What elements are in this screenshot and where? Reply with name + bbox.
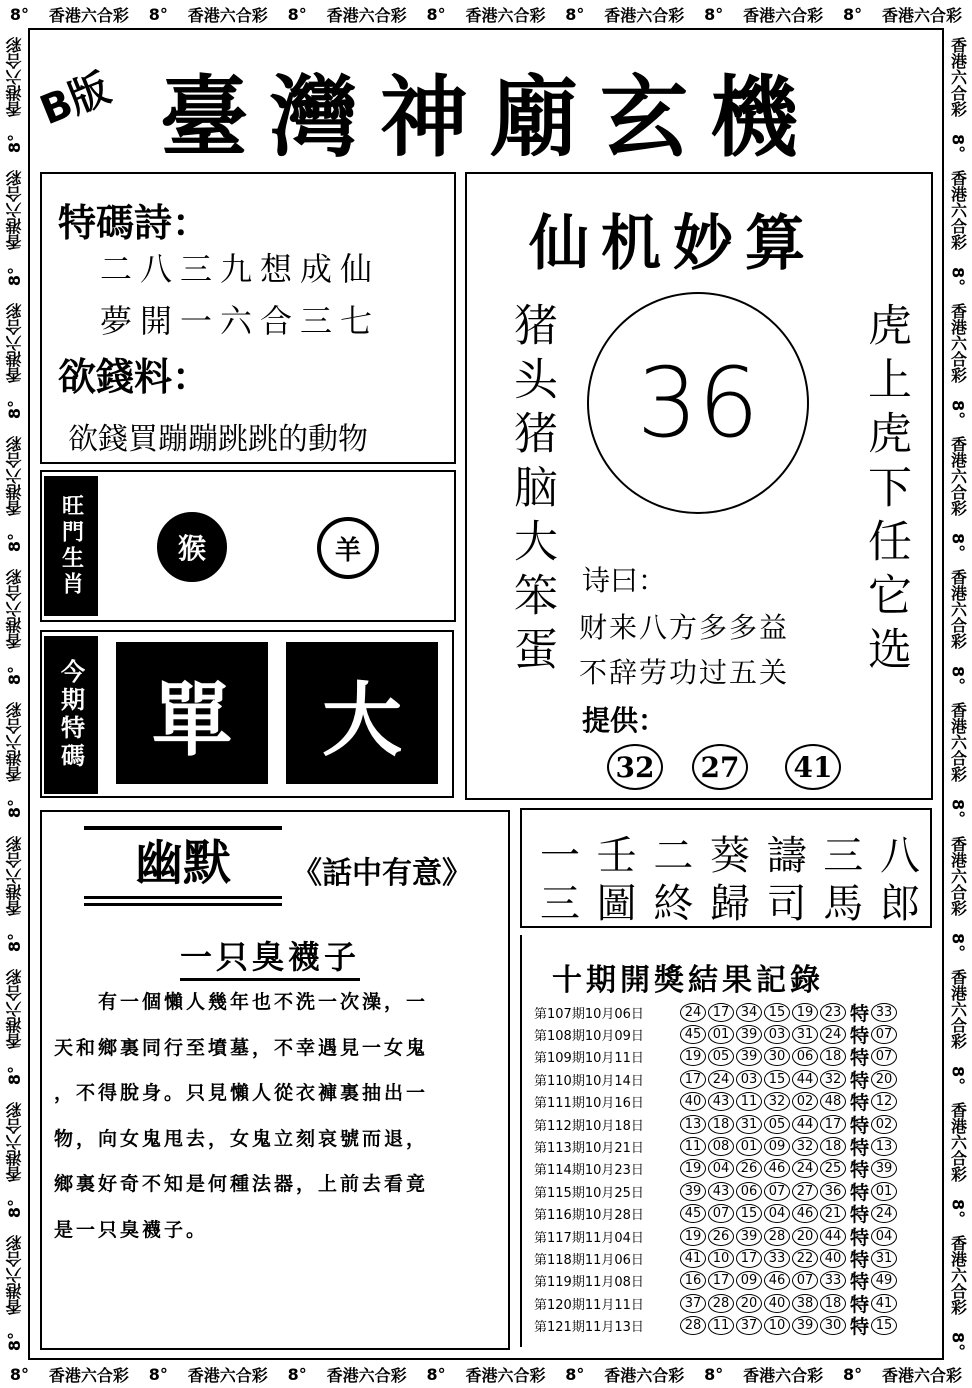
result-row xyxy=(534,1135,899,1160)
border-sep: 8° xyxy=(4,1065,24,1085)
number-ball: 17 xyxy=(736,1249,762,1268)
number-ball: 06 xyxy=(736,1182,762,1201)
border-text: 香港六合彩 xyxy=(948,36,968,117)
number-ball: 15 xyxy=(764,1070,790,1089)
number-ball: 39 xyxy=(736,1025,762,1044)
border-sep: 8° xyxy=(426,4,446,24)
eight-char: 司 xyxy=(766,881,807,927)
story-line: 鄉裏好奇不知是何種法器，上前去看竟 xyxy=(54,1173,429,1195)
number-ball: 39 xyxy=(792,1316,818,1335)
draw-date: 第119期11月08日 xyxy=(534,1275,644,1291)
border-sep: 8° xyxy=(948,266,968,286)
eight-char: 譸 xyxy=(766,833,807,879)
special-ball: 07 xyxy=(871,1047,897,1066)
riddle-label: 欲錢料： xyxy=(58,354,211,399)
border-left xyxy=(0,28,28,1360)
number-ball: 45 xyxy=(680,1204,706,1223)
number-ball: 11 xyxy=(708,1316,734,1335)
number-ball: 19 xyxy=(792,1003,818,1022)
border-sep: 8° xyxy=(948,1065,968,1085)
eight-char: 圖 xyxy=(596,881,637,927)
number-ball: 17 xyxy=(680,1070,706,1089)
border-text: 香港六合彩 xyxy=(4,36,24,117)
number-ball: 31 xyxy=(736,1115,762,1134)
story-line: 有一個懶人幾年也不洗一次澡，一 xyxy=(54,991,429,1013)
zodiac-monkey: 猴 xyxy=(157,512,227,582)
special-big: 大 xyxy=(286,642,438,784)
poem-label: 诗曰： xyxy=(582,564,667,597)
border-sep: 8° xyxy=(948,799,968,819)
border-text: 香港六合彩 xyxy=(187,5,268,25)
special-label: 特 xyxy=(850,1159,870,1182)
border-text: 香港六合彩 xyxy=(465,1365,546,1385)
result-row xyxy=(534,1314,899,1339)
provide-number: 41 xyxy=(785,744,841,790)
number-ball: 32 xyxy=(764,1092,790,1111)
eight-char: 歸 xyxy=(709,881,750,927)
border-sep: 8° xyxy=(287,1364,307,1384)
number-ball: 39 xyxy=(736,1047,762,1066)
draw-date: 第112期10月18日 xyxy=(534,1118,644,1134)
number-ball: 44 xyxy=(792,1070,818,1089)
number-ball: 19 xyxy=(680,1047,706,1066)
number-ball: 34 xyxy=(736,1003,762,1022)
number-ball: 43 xyxy=(708,1182,734,1201)
number-ball: 24 xyxy=(680,1003,706,1022)
number-ball: 37 xyxy=(736,1316,762,1335)
number-ball: 26 xyxy=(736,1159,762,1178)
draw-date: 第120期11月11日 xyxy=(534,1297,644,1313)
result-row xyxy=(534,1046,899,1068)
poem-line-1: 财来八方多多益 xyxy=(579,611,790,644)
border-text: 香港六合彩 xyxy=(948,436,968,517)
number-ball: 05 xyxy=(708,1047,734,1066)
number-ball: 28 xyxy=(680,1316,706,1335)
border-text: 香港六合彩 xyxy=(4,835,24,916)
border-text: 香港六合彩 xyxy=(948,1235,968,1316)
number-ball: 15 xyxy=(736,1204,762,1223)
story-text xyxy=(54,980,504,1253)
special-ball: 33 xyxy=(871,1003,897,1022)
story-line: 物，向女鬼甩去，女鬼立刻哀號而退， xyxy=(54,1127,429,1150)
result-row xyxy=(534,1247,899,1269)
number-ball: 10 xyxy=(764,1316,790,1335)
number-ball: 25 xyxy=(820,1159,846,1178)
number-ball: 11 xyxy=(736,1092,762,1111)
result-row xyxy=(534,1001,899,1023)
border-sep: 8° xyxy=(948,1332,968,1352)
border-right xyxy=(944,28,972,1360)
border-sep: 8° xyxy=(4,1198,24,1219)
special-ball: 02 xyxy=(871,1115,897,1134)
number-ball: 30 xyxy=(820,1316,846,1335)
special-ball: 01 xyxy=(871,1182,897,1201)
number-ball: 02 xyxy=(792,1092,818,1111)
number-ball: 23 xyxy=(820,1003,846,1022)
border-sep: 8° xyxy=(948,932,968,952)
special-ball: 31 xyxy=(871,1249,897,1268)
story-line: 天和鄉裏同行至墳墓，不幸遇見一女鬼 xyxy=(54,1036,429,1059)
number-ball: 27 xyxy=(792,1182,818,1201)
special-label: 特 xyxy=(850,1137,870,1160)
special-label: 特 xyxy=(850,1025,870,1048)
number-ball: 44 xyxy=(820,1227,846,1246)
border-sep: 8° xyxy=(948,1198,968,1219)
number-ball: 48 xyxy=(820,1092,846,1111)
number-ball: 44 xyxy=(792,1115,818,1134)
eight-char: 二 xyxy=(653,833,694,879)
border-sep: 8° xyxy=(4,932,24,952)
result-row xyxy=(534,1203,899,1225)
border-text: 香港六合彩 xyxy=(948,702,968,783)
draw-date: 第114期10月23日 xyxy=(534,1163,644,1179)
number-ball: 38 xyxy=(792,1294,818,1313)
number-ball: 07 xyxy=(792,1271,818,1290)
number-ball: 31 xyxy=(792,1025,818,1044)
number-ball: 45 xyxy=(680,1025,706,1044)
special-label: 特 xyxy=(850,1181,870,1204)
border-sep: 8° xyxy=(148,1364,168,1384)
border-text: 香港六合彩 xyxy=(4,968,24,1049)
border-sep: 8° xyxy=(426,1364,446,1384)
number-ball: 03 xyxy=(764,1025,790,1044)
number-ball: 43 xyxy=(708,1092,734,1111)
zodiac-goat: 羊 xyxy=(317,517,379,579)
number-ball: 28 xyxy=(708,1294,734,1313)
lucky-number: 36 xyxy=(587,292,809,514)
eight-char: 三 xyxy=(823,833,864,879)
number-ball: 46 xyxy=(792,1204,818,1223)
number-ball: 07 xyxy=(708,1204,734,1223)
draw-date: 第115期10月25日 xyxy=(534,1185,644,1201)
poem-box xyxy=(40,172,456,464)
number-ball: 33 xyxy=(820,1271,846,1290)
eight-char-box xyxy=(520,808,932,928)
number-ball: 04 xyxy=(708,1159,734,1178)
draw-date: 第111期10月16日 xyxy=(534,1096,644,1112)
xianji-right-verse: 虎上虎下任它选 xyxy=(860,302,911,680)
eight-char-row-2 xyxy=(540,872,920,929)
special-label: 特 xyxy=(850,1069,870,1092)
result-row xyxy=(534,1225,899,1247)
border-sep: 8° xyxy=(704,1364,724,1384)
border-text: 香港六合彩 xyxy=(881,5,962,25)
border-text: 香港六合彩 xyxy=(326,1365,407,1385)
border-sep: 8° xyxy=(948,133,968,153)
provide-label: 提供： xyxy=(582,704,667,737)
special-ball: 07 xyxy=(871,1025,897,1044)
border-text: 香港六合彩 xyxy=(743,1365,824,1385)
number-ball: 03 xyxy=(736,1070,762,1089)
result-row xyxy=(534,1091,899,1113)
number-ball: 46 xyxy=(764,1271,790,1290)
number-ball: 20 xyxy=(736,1294,762,1313)
results-title: 十期開獎結果記錄 xyxy=(552,963,824,998)
humor-title: 幽默 xyxy=(134,835,231,891)
draw-date: 第116期10月28日 xyxy=(534,1208,644,1224)
results-box xyxy=(520,935,932,1347)
border-text: 香港六合彩 xyxy=(4,569,24,650)
draw-date: 第121期11月13日 xyxy=(534,1320,644,1336)
riddle-text: 欲錢買蹦蹦跳跳的動物 xyxy=(68,422,368,457)
number-ball: 19 xyxy=(680,1227,706,1246)
special-ball: 04 xyxy=(871,1227,897,1246)
number-ball: 09 xyxy=(764,1137,790,1156)
special-label: 特 xyxy=(850,1226,870,1249)
eight-char: 一 xyxy=(540,833,580,879)
number-ball: 18 xyxy=(820,1294,846,1313)
special-ball: 15 xyxy=(871,1316,897,1335)
number-ball: 11 xyxy=(680,1137,706,1156)
xianji-box xyxy=(465,172,933,800)
border-text: 香港六合彩 xyxy=(465,5,546,25)
border-text: 香港六合彩 xyxy=(187,1365,268,1385)
special-ball: 13 xyxy=(871,1137,897,1156)
number-ball: 40 xyxy=(680,1092,706,1111)
number-ball: 06 xyxy=(792,1047,818,1066)
border-sep: 8° xyxy=(4,266,24,286)
border-top xyxy=(0,0,972,28)
border-sep: 8° xyxy=(948,533,968,553)
result-row xyxy=(534,1270,899,1292)
zodiac-box xyxy=(40,470,456,622)
number-ball: 40 xyxy=(820,1249,846,1268)
humor-subtitle: 《話中有意》 xyxy=(292,856,472,891)
number-ball: 17 xyxy=(708,1271,734,1290)
provide-number: 32 xyxy=(607,744,663,790)
special-label: 特 xyxy=(850,1204,870,1227)
poem-line-1: 二八三九想成仙 xyxy=(100,250,381,288)
number-ball: 30 xyxy=(764,1047,790,1066)
border-text: 香港六合彩 xyxy=(881,1365,962,1385)
border-text: 香港六合彩 xyxy=(604,1365,685,1385)
provide-number: 27 xyxy=(692,744,748,790)
border-text: 香港六合彩 xyxy=(948,835,968,916)
number-ball: 46 xyxy=(764,1159,790,1178)
special-label: 特 xyxy=(850,1316,870,1339)
result-row xyxy=(534,1180,899,1202)
border-sep: 8° xyxy=(148,4,168,24)
eight-char: 壬 xyxy=(596,833,637,879)
special-label: 特 xyxy=(850,1249,870,1271)
border-sep: 8° xyxy=(842,1364,863,1384)
special-label: 特 xyxy=(850,1047,870,1070)
border-sep: 8° xyxy=(4,133,24,153)
poem-line-2: 不辞劳功过五关 xyxy=(579,656,790,689)
border-text: 香港六合彩 xyxy=(4,702,24,783)
number-ball: 17 xyxy=(820,1115,846,1134)
border-text: 香港六合彩 xyxy=(948,1101,968,1182)
story-line: ，不得脫身。只見懶人從衣褲裏抽出一 xyxy=(54,1082,429,1104)
xianji-title: 仙机妙算 xyxy=(529,209,817,279)
border-text: 香港六合彩 xyxy=(948,569,968,650)
draw-date: 第110期10月14日 xyxy=(534,1073,644,1089)
number-ball: 18 xyxy=(820,1137,846,1156)
border-text: 香港六合彩 xyxy=(4,1101,24,1182)
result-row xyxy=(534,1113,899,1135)
eight-char: 郎 xyxy=(879,881,920,927)
draw-date: 第107期10月06日 xyxy=(534,1006,644,1022)
border-sep: 8° xyxy=(9,1364,30,1384)
result-row xyxy=(534,1068,899,1090)
special-ball: 12 xyxy=(871,1092,897,1111)
number-ball: 21 xyxy=(820,1204,846,1223)
number-ball: 33 xyxy=(764,1249,790,1268)
draw-date: 第118期11月06日 xyxy=(534,1252,644,1268)
number-ball: 20 xyxy=(792,1227,818,1246)
number-ball: 22 xyxy=(792,1249,818,1268)
special-label: 特 xyxy=(850,1002,870,1025)
results-table xyxy=(534,1001,899,1337)
border-sep: 8° xyxy=(948,666,968,686)
number-ball: 13 xyxy=(680,1115,706,1134)
xianji-left-verse: 猪头猪脑大笨蛋 xyxy=(506,302,557,680)
number-ball: 17 xyxy=(708,1003,734,1022)
result-row xyxy=(534,1158,899,1180)
number-ball: 24 xyxy=(792,1159,818,1178)
number-ball: 39 xyxy=(736,1227,762,1246)
border-text: 香港六合彩 xyxy=(948,302,968,383)
number-ball: 32 xyxy=(792,1137,818,1156)
number-ball: 01 xyxy=(736,1137,762,1156)
border-text: 香港六合彩 xyxy=(4,302,24,383)
number-ball: 37 xyxy=(680,1294,706,1313)
border-sep: 8° xyxy=(287,4,307,24)
border-bottom xyxy=(0,1360,972,1388)
number-ball: 19 xyxy=(680,1159,706,1178)
border-sep: 8° xyxy=(704,4,724,24)
number-ball: 04 xyxy=(764,1204,790,1223)
border-text: 香港六合彩 xyxy=(4,436,24,517)
special-ball: 49 xyxy=(871,1271,897,1290)
draw-date: 第117期11月04日 xyxy=(534,1230,644,1246)
special-ball: 24 xyxy=(871,1204,897,1223)
border-text: 香港六合彩 xyxy=(743,5,824,25)
number-ball: 26 xyxy=(708,1227,734,1246)
page-title: 臺灣神廟玄機 xyxy=(160,66,821,169)
border-sep: 8° xyxy=(4,666,24,686)
number-ball: 28 xyxy=(764,1227,790,1246)
border-sep: 8° xyxy=(4,1332,24,1352)
story-title: 一只臭襪子 xyxy=(180,932,360,981)
special-label: 特 xyxy=(850,1114,870,1137)
number-ball: 39 xyxy=(680,1182,706,1201)
border-sep: 8° xyxy=(9,4,30,24)
special-odd: 單 xyxy=(116,642,268,784)
eight-char: 八 xyxy=(879,833,920,879)
special-label: 特 xyxy=(850,1293,870,1316)
border-sep: 8° xyxy=(948,399,968,419)
border-text: 香港六合彩 xyxy=(48,1365,129,1385)
draw-date: 第113期10月21日 xyxy=(534,1141,644,1157)
number-ball: 32 xyxy=(820,1070,846,1089)
result-row xyxy=(534,1023,899,1048)
number-ball: 18 xyxy=(820,1047,846,1066)
border-sep: 8° xyxy=(4,533,24,553)
eight-char: 三 xyxy=(540,881,580,927)
eight-char: 終 xyxy=(653,881,694,927)
special-label: 特 xyxy=(850,1092,870,1115)
number-ball: 15 xyxy=(764,1003,790,1022)
number-ball: 41 xyxy=(680,1249,706,1268)
special-label: 特 xyxy=(850,1271,870,1294)
border-text: 香港六合彩 xyxy=(948,968,968,1049)
humor-title-frame xyxy=(84,826,282,906)
border-text: 香港六合彩 xyxy=(4,1235,24,1316)
special-label: 今期特碼 xyxy=(44,636,98,794)
poem-line-2: 夢開一六合三七 xyxy=(100,302,381,340)
number-ball: 24 xyxy=(708,1070,734,1089)
poem-label: 特碼詩： xyxy=(58,200,211,245)
number-ball: 07 xyxy=(764,1182,790,1201)
border-sep: 8° xyxy=(4,399,24,419)
number-ball: 16 xyxy=(680,1271,706,1290)
border-sep: 8° xyxy=(565,1364,585,1384)
humor-box xyxy=(40,810,510,1350)
special-box xyxy=(40,630,454,798)
number-ball: 01 xyxy=(708,1025,734,1044)
result-row xyxy=(534,1292,899,1314)
edition-badge: B版 xyxy=(33,65,117,135)
special-ball: 20 xyxy=(871,1070,897,1089)
number-ball: 10 xyxy=(708,1249,734,1268)
story-line: 是一只臭襪子。 xyxy=(54,1218,209,1241)
border-text: 香港六合彩 xyxy=(326,5,407,25)
eight-char: 馬 xyxy=(823,881,864,927)
border-sep: 8° xyxy=(4,799,24,819)
number-ball: 09 xyxy=(736,1271,762,1290)
number-ball: 05 xyxy=(764,1115,790,1134)
draw-date: 第109期10月11日 xyxy=(534,1051,644,1067)
number-ball: 08 xyxy=(708,1137,734,1156)
special-ball: 39 xyxy=(871,1159,897,1178)
eight-char: 葵 xyxy=(709,833,750,879)
border-text: 香港六合彩 xyxy=(4,169,24,250)
number-ball: 24 xyxy=(820,1025,846,1044)
zodiac-label: 旺門生肖 xyxy=(44,476,98,616)
border-sep: 8° xyxy=(565,4,585,24)
border-text: 香港六合彩 xyxy=(604,5,685,25)
draw-date: 第108期10月09日 xyxy=(534,1029,644,1045)
number-ball: 18 xyxy=(708,1115,734,1134)
border-sep: 8° xyxy=(842,4,863,24)
number-ball: 40 xyxy=(764,1294,790,1313)
special-ball: 41 xyxy=(871,1294,897,1313)
number-ball: 36 xyxy=(820,1182,846,1201)
border-text: 香港六合彩 xyxy=(948,169,968,250)
border-text: 香港六合彩 xyxy=(48,5,129,25)
